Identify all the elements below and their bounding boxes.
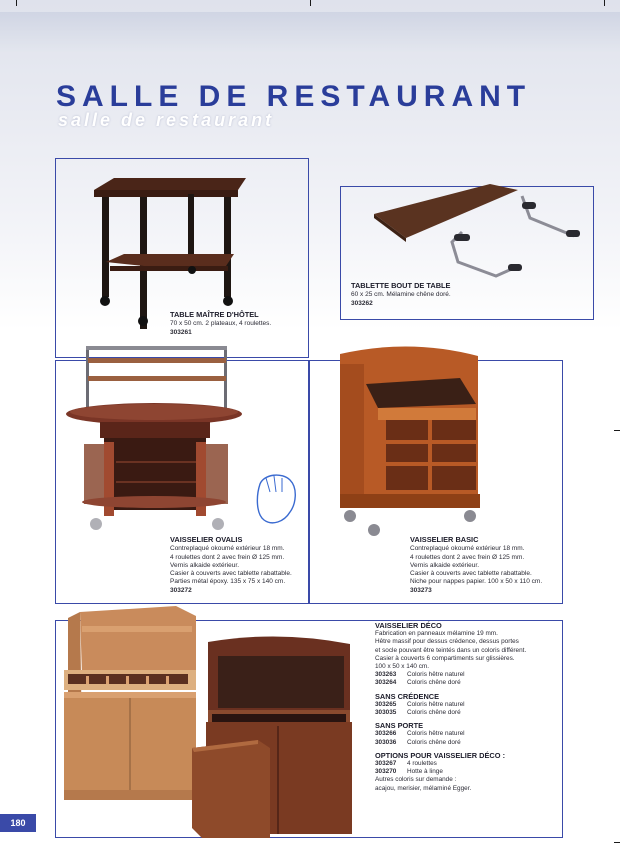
product-spec: Contreplaqué okoumé extérieur 18 mm. [410,545,525,553]
crop-mark [614,842,620,843]
product-spec: Parties métal époxy. 135 x 75 x 140 cm. [170,578,286,586]
product-spec: Vernis alkaide extérieur. [410,561,480,569]
product-spec: Vernis alkaide extérieur. [170,561,240,569]
crop-mark [16,0,17,6]
glove-sketch [252,470,302,530]
section-heading: OPTIONS POUR VAISSELIER DÉCO : [375,750,506,760]
ref-row [375,739,575,747]
product-spec: et socle pouvant être teintés dans un coloris différent. [375,646,527,654]
product-spec: Casier à couverts avec tablette rabattable. [170,570,292,578]
deco-description [375,622,575,793]
product-spec: Contreplaqué okoumé extérieur 18 mm. [170,545,285,553]
ref-row [375,768,575,776]
product-spec: 4 roulettes dont 2 avec frein Ø 125 mm. [170,553,285,561]
product-ref: 303273 [410,586,432,594]
ref-row [375,730,575,738]
product-spec: Casier à couverts 6 compartiments sur glissières. [375,654,515,662]
tablette-image [372,180,584,280]
vaisselier-ovalis-image [64,342,244,532]
table-maitre-image [88,170,253,330]
page-title: SALLE DE RESTAURANT [56,80,532,113]
ref-row [375,701,575,709]
vaisselier-basic-image [330,344,490,538]
ref-label: Hotte à linge [407,768,443,776]
ref-label: Coloris hêtre naturel [407,671,465,679]
product-name: VAISSELIER DÉCO [375,621,442,630]
ref-code: 303266 [375,730,397,738]
product-ref: 303261 [170,328,192,336]
note: acajou, merisier, mélaminé Egger. [375,784,472,792]
ref-code: 303263 [375,671,397,679]
caption-vaisselier-ovalis [170,536,310,595]
ref-code: 303267 [375,760,397,768]
ref-code: 303035 [375,709,397,717]
product-spec: Fabrication en panneaux mélamine 19 mm. [375,630,498,638]
crop-mark [614,430,620,431]
caption-tablette [351,282,551,308]
crop-mark [310,0,311,6]
ref-label: 4 roulettes [407,760,437,768]
ref-code: 303036 [375,738,397,746]
header-band [0,12,620,52]
ref-row [375,671,575,679]
ref-code: 303270 [375,768,397,776]
ref-label: Coloris chêne doré [407,679,461,687]
product-name: VAISSELIER OVALIS [170,535,243,544]
ref-label: Coloris hêtre naturel [407,730,465,738]
section-heading: SANS PORTE [375,721,424,731]
product-name: VAISSELIER BASIC [410,535,479,544]
crop-mark [604,0,605,6]
ref-row [375,679,575,687]
product-spec: 70 x 50 cm. 2 plateaux, 4 roulettes. [170,320,272,328]
ref-label: Coloris chêne doré [407,738,461,746]
product-ref: 303262 [351,299,373,307]
ref-code: 303265 [375,700,397,708]
vaisselier-deco-light-image [58,604,208,814]
ref-code: 303264 [375,679,397,687]
product-spec: Niche pour nappes papier. 100 x 50 x 110 cm. [410,578,543,586]
ref-label: Coloris hêtre naturel [407,700,465,708]
ref-row [375,760,575,768]
product-spec: 100 x 50 x 140 cm. [375,663,429,671]
product-name: TABLE MAÎTRE D'HÔTEL [170,310,259,319]
ref-row [375,709,575,717]
product-spec: 4 roulettes dont 2 avec frein Ø 125 mm. [410,553,525,561]
note: Autres coloris sur demande : [375,776,457,784]
ref-label: Coloris chêne doré [407,709,461,717]
product-name: TABLETTE BOUT DE TABLE [351,281,451,290]
product-spec: Hêtre massif pour dessus crédence, dessus portes [375,638,519,646]
caption-table-maitre [170,311,310,337]
product-spec: Casier à couverts avec tablette rabattable. [410,570,532,578]
product-ref: 303272 [170,586,192,594]
vaisselier-deco-dark-image [188,630,360,840]
page-number: 180 [0,814,36,832]
product-spec: 60 x 25 cm. Mélamine chêne doré. [351,291,451,299]
caption-vaisselier-basic [410,536,560,595]
section-heading: SANS CRÉDENCE [375,691,440,701]
page-subtitle: salle de restaurant [58,110,275,130]
